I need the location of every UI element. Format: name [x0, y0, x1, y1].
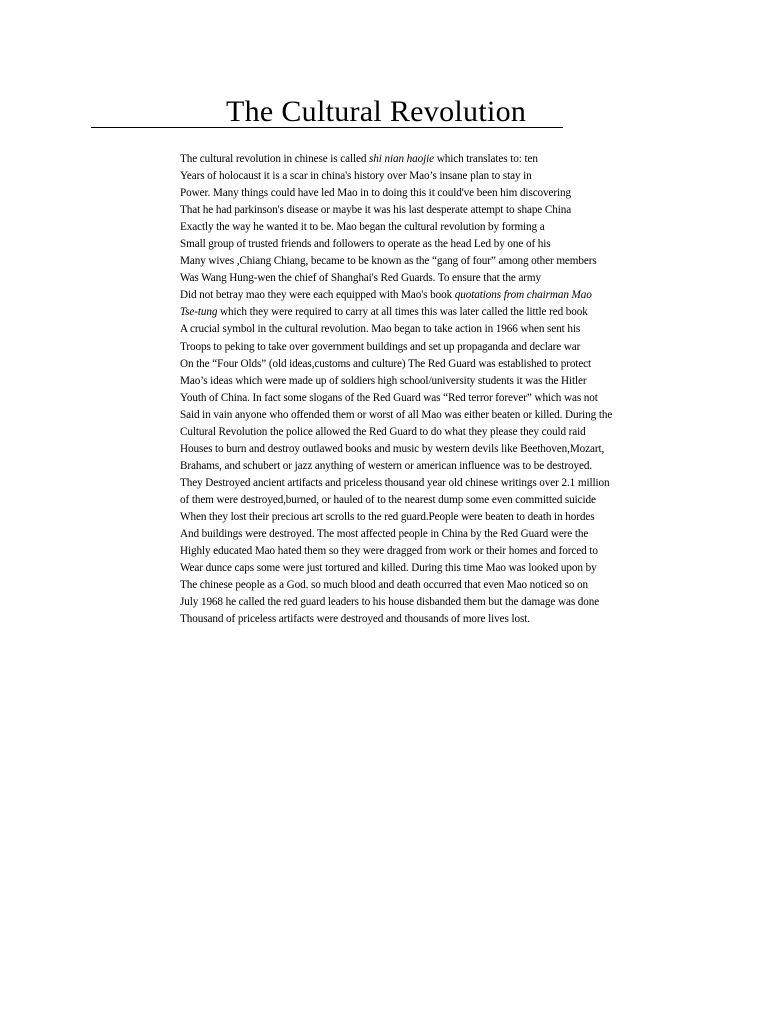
text-line [180, 270, 720, 287]
text-line [180, 577, 720, 594]
text-run: When they lost their precious art scrolls to the red guard.People were beaten to death in hordes [180, 510, 595, 523]
text-run: That he had parkinson's disease or maybe it was his last desperate attempt to shape China [180, 204, 572, 217]
text-line [180, 424, 720, 441]
text-line [180, 339, 720, 356]
text-run: Youth of China. In fact some slogans of the Red Guard was “Red terror forever” which was not [180, 391, 598, 404]
text-line [180, 509, 720, 526]
text-line [180, 185, 720, 202]
text-run: Brahams, and schubert or jazz anything of western or american influence was to be destroyed. [180, 459, 593, 472]
text-line [180, 236, 720, 253]
italic-text: quotations from chairman Mao [454, 289, 592, 302]
text-run: which they were required to carry at all times this was later called the little red book [217, 306, 588, 319]
text-run: July 1968 he called the red guard leaders to his house disbanded them but the damage was done [180, 596, 600, 609]
text-run: of them were destroyed,burned, or hauled of to the nearest dump some even committed suicide [180, 493, 596, 506]
italic-text: Tse-tung [180, 306, 218, 319]
text-run: The cultural revolution in chinese is called [180, 153, 370, 165]
text-line [180, 560, 720, 577]
document-title: The Cultural Revolution [226, 95, 527, 128]
text-run: Troops to peking to take over government buildings and set up propaganda and declare war [180, 340, 581, 353]
text-line [180, 321, 720, 338]
text-run: Many wives ,Chiang Chiang, became to be known as the “gang of four” among other members [180, 255, 597, 268]
text-line [180, 168, 720, 185]
text-run: The chinese people as a God. so much blood and death occurred that even Mao noticed so on [180, 579, 589, 592]
text-run: Houses to burn and destroy outlawed books and music by western devils like Beethoven,Mozart, [180, 442, 605, 455]
text-line [180, 202, 720, 219]
text-line [180, 304, 720, 321]
text-run: Did not betray mao they were each equipped with Mao's book [180, 289, 455, 302]
text-run: Was Wang Hung-wen the chief of Shanghai's Red Guards. To ensure that the army [180, 272, 542, 285]
text-run: Thousand of priceless artifacts were destroyed and thousands of more lives lost. [180, 613, 530, 626]
text-run: Power. Many things could have led Mao in to doing this it could've been him discovering [180, 187, 572, 200]
text-line [180, 253, 720, 270]
text-line [180, 407, 720, 424]
text-run: Wear dunce caps some were just tortured and killed. During this time Mao was looked upon by [180, 562, 597, 575]
text-line [180, 594, 720, 611]
text-run: Said in vain anyone who offended them or worst of all Mao was either beaten or killed. During the [180, 408, 613, 421]
text-run: Highly educated Mao hated them so they were dragged from work or their homes and forced to [180, 545, 598, 558]
text-line [180, 458, 720, 475]
text-line [180, 356, 720, 373]
text-line [180, 151, 720, 168]
text-line [180, 287, 720, 304]
text-run: And buildings were destroyed. The most affected people in China by the Red Guard were the [180, 528, 589, 541]
text-line [180, 526, 720, 543]
document-body [180, 151, 720, 628]
title-underline [91, 127, 563, 128]
text-line [180, 543, 720, 560]
text-run: They Destroyed ancient artifacts and priceless thousand year old chinese writings over 2.1 million [180, 476, 610, 489]
text-run: Small group of trusted friends and followers to operate as the head Led by one of his [180, 238, 551, 251]
text-line [180, 373, 720, 390]
text-run: Exactly the way he wanted it to be. Mao began the cultural revolution by forming a [180, 221, 545, 234]
text-run: A crucial symbol in the cultural revolution. Mao began to take action in 1966 when sent his [180, 323, 581, 336]
text-line [180, 390, 720, 407]
text-run: Years of holocaust it is a scar in china's history over Mao’s insane plan to stay in [180, 170, 532, 183]
text-line [180, 441, 720, 458]
text-line [180, 492, 720, 509]
text-run: which translates to: ten [434, 153, 538, 165]
italic-text: shi nian haojie [369, 153, 435, 165]
text-line [180, 219, 720, 236]
text-line [180, 475, 720, 492]
text-run: Mao’s ideas which were made up of soldiers high school/university students it was the Hitler [180, 374, 587, 387]
text-run: Cultural Revolution the police allowed the Red Guard to do what they please they could raid [180, 425, 586, 438]
text-line [180, 611, 720, 628]
text-run: On the “Four Olds” (old ideas,customs and culture) The Red Guard was established to protect [180, 357, 592, 370]
